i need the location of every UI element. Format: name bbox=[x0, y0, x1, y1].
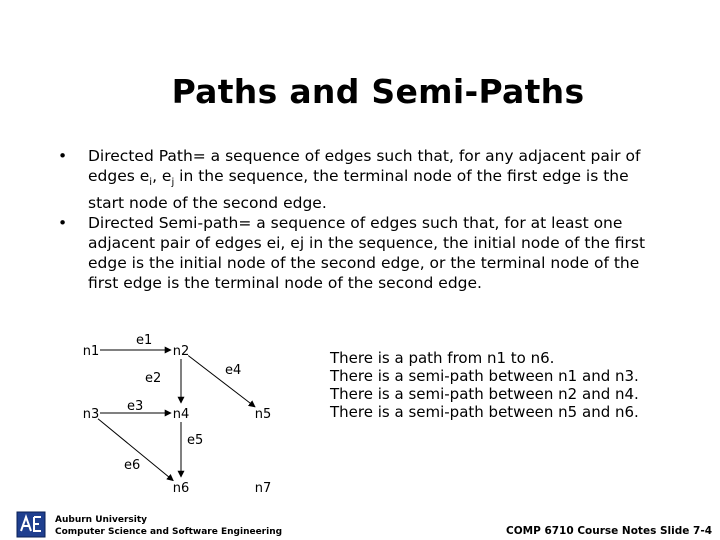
edge-label-e2: e2 bbox=[145, 371, 162, 386]
subscript-i: i bbox=[149, 177, 153, 189]
statement-4: There is a semi-path between n5 and n6. bbox=[330, 403, 639, 421]
definition-part: in the sequence, the terminal node of the first edge is the start node of the second edge. bbox=[88, 167, 629, 213]
institution-name: Auburn University bbox=[55, 515, 148, 525]
statements-list bbox=[330, 349, 639, 421]
node-label-n1: n1 bbox=[82, 344, 100, 359]
statement-2: There is a semi-path between n1 and n3. bbox=[330, 367, 639, 385]
node-label-n6: n6 bbox=[172, 481, 190, 496]
slide-title: Paths and Semi-Paths bbox=[171, 72, 585, 111]
node-label-n2: n2 bbox=[172, 344, 190, 359]
node-label-n3: n3 bbox=[82, 407, 100, 422]
definition-text: = a sequence of edges such that, for at least one adjacent pair of edges ei, ej in the sequence, the initial node of the first edge is the initial node of the second edge, or the terminal node of the first edge is the terminal node of the second edge. bbox=[88, 214, 646, 293]
term-directed-path: Directed Path bbox=[88, 147, 193, 165]
term-directed-semi-path: Directed Semi-path bbox=[88, 214, 239, 233]
subscript-j: j bbox=[171, 177, 175, 189]
edge-label-e1: e1 bbox=[136, 333, 153, 348]
definition-part: = a sequence of edges such that, for any adjacent pair of edges e bbox=[88, 147, 641, 185]
footer-institution bbox=[55, 514, 282, 538]
definition-part: , e bbox=[152, 167, 172, 185]
university-logo-icon bbox=[16, 511, 46, 538]
edge-e4 bbox=[188, 355, 255, 406]
node-label-n7: n7 bbox=[254, 481, 272, 496]
statement-3: There is a semi-path between n2 and n4. bbox=[330, 385, 639, 403]
node-label-n5: n5 bbox=[254, 407, 272, 422]
edge-label-e3: e3 bbox=[127, 399, 144, 414]
node-label-n4: n4 bbox=[172, 407, 190, 422]
statement-1: There is a path from n1 to n6. bbox=[330, 349, 555, 367]
edge-label-e6: e6 bbox=[124, 458, 141, 473]
edge-label-e4: e4 bbox=[225, 363, 242, 378]
edge-label-e5: e5 bbox=[187, 433, 204, 448]
department-name: Computer Science and Software Engineering bbox=[55, 527, 283, 537]
slide-number: COMP 6710 Course Notes Slide 7-4 bbox=[506, 525, 712, 537]
